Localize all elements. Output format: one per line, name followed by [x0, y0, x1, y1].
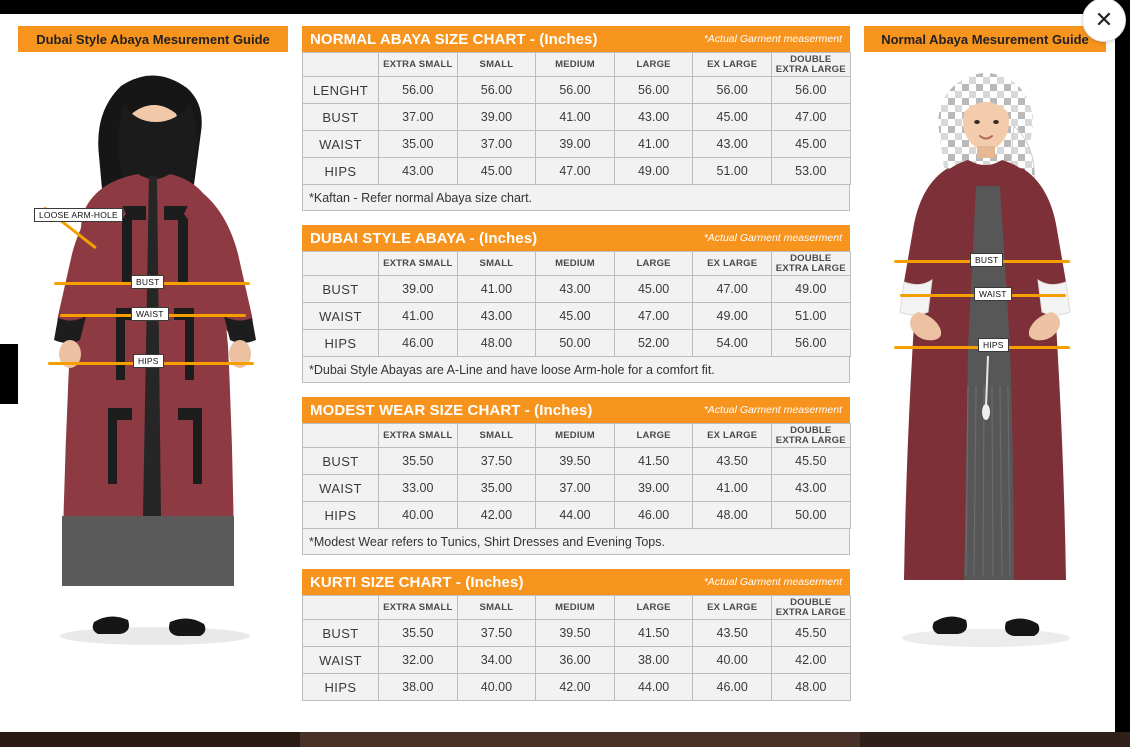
col-double-line2: EXTRA LARGE: [775, 434, 846, 446]
bottom-strip-segment-right: [860, 732, 1130, 747]
table-row: [303, 620, 851, 647]
size-charts-column: [302, 26, 850, 701]
cell: 35.00: [379, 131, 458, 158]
fig-label-bust: BUST: [131, 275, 164, 289]
right-guide-heading: [864, 26, 1106, 52]
col-ex-large: EX LARGE: [693, 424, 772, 448]
col-blank: [303, 252, 379, 276]
cell: 37.00: [536, 475, 615, 502]
cell: 35.50: [379, 448, 458, 475]
bottom-strip: [0, 732, 1130, 747]
cell: 42.00: [771, 647, 850, 674]
col-medium: MEDIUM: [536, 252, 615, 276]
col-double-extra-large: [771, 424, 850, 448]
row-label: BUST: [303, 276, 379, 303]
chart-note: *Actual Garment measerment: [703, 404, 842, 416]
cell: 56.00: [457, 77, 536, 104]
cell: 41.50: [614, 620, 693, 647]
normal-abaya-figure: [864, 56, 1106, 656]
cell: 39.50: [536, 620, 615, 647]
cell: 40.00: [693, 647, 772, 674]
row-label: HIPS: [303, 158, 379, 185]
bottom-strip-segment-center: [300, 732, 860, 747]
cell: 46.00: [379, 330, 458, 357]
cell: 56.00: [693, 77, 772, 104]
cell: 45.00: [457, 158, 536, 185]
col-small: SMALL: [457, 53, 536, 77]
cell: 37.50: [457, 448, 536, 475]
cell: 39.50: [536, 448, 615, 475]
cell: 49.00: [771, 276, 850, 303]
close-icon[interactable]: ✕: [1082, 0, 1126, 42]
chart-title: NORMAL ABAYA SIZE CHART - (Inches): [310, 30, 598, 48]
col-large: LARGE: [614, 424, 693, 448]
row-label: BUST: [303, 620, 379, 647]
left-edge-shade: [0, 344, 18, 404]
col-medium: MEDIUM: [536, 424, 615, 448]
col-small: SMALL: [457, 252, 536, 276]
cell: 40.00: [379, 502, 458, 529]
cell: 45.50: [771, 620, 850, 647]
cell: 49.00: [614, 158, 693, 185]
col-extra-small: EXTRA SMALL: [379, 596, 458, 620]
cell: 46.00: [614, 502, 693, 529]
col-large: LARGE: [614, 53, 693, 77]
cell: 51.00: [693, 158, 772, 185]
cell: 47.00: [693, 276, 772, 303]
cell: 48.00: [693, 502, 772, 529]
cell: 41.00: [614, 131, 693, 158]
cell: 56.00: [379, 77, 458, 104]
col-ex-large: EX LARGE: [693, 596, 772, 620]
cell: 40.00: [457, 674, 536, 701]
row-label: HIPS: [303, 502, 379, 529]
col-small: SMALL: [457, 424, 536, 448]
fig-label-bust: BUST: [970, 253, 1003, 267]
col-medium: MEDIUM: [536, 53, 615, 77]
chart-header-dubai-style: [302, 225, 850, 251]
col-blank: [303, 53, 379, 77]
chart-note: *Actual Garment measerment: [703, 232, 842, 244]
cell: 42.00: [457, 502, 536, 529]
chart-note: *Actual Garment measerment: [703, 576, 842, 588]
col-extra-small: EXTRA SMALL: [379, 53, 458, 77]
table-row: [303, 303, 851, 330]
cell: 41.00: [379, 303, 458, 330]
cell: 56.00: [771, 330, 850, 357]
cell: 43.00: [771, 475, 850, 502]
row-label: BUST: [303, 104, 379, 131]
footnote-modest-wear: *Modest Wear refers to Tunics, Shirt Dresses and Evening Tops.: [302, 529, 850, 555]
col-blank: [303, 424, 379, 448]
cell: 56.00: [771, 77, 850, 104]
col-double-extra-large: [771, 53, 850, 77]
cell: 52.00: [614, 330, 693, 357]
cell: 43.00: [536, 276, 615, 303]
cell: 46.00: [693, 674, 772, 701]
table-row: [303, 104, 851, 131]
row-label: WAIST: [303, 647, 379, 674]
cell: 48.00: [771, 674, 850, 701]
col-double-line2: EXTRA LARGE: [775, 262, 846, 274]
col-double-extra-large: [771, 252, 850, 276]
col-ex-large: EX LARGE: [693, 252, 772, 276]
col-medium: MEDIUM: [536, 596, 615, 620]
chart-header-modest-wear: [302, 397, 850, 423]
table-modest-wear: [302, 423, 851, 529]
cell: 45.00: [693, 104, 772, 131]
right-guide-title: Normal Abaya Mesurement Guide: [881, 31, 1089, 47]
cell: 35.00: [457, 475, 536, 502]
row-label: BUST: [303, 448, 379, 475]
cell: 49.00: [693, 303, 772, 330]
cell: 37.00: [379, 104, 458, 131]
cell: 34.00: [457, 647, 536, 674]
dubai-style-abaya-figure: [18, 56, 288, 656]
table-header-row: [303, 424, 851, 448]
cell: 44.00: [536, 502, 615, 529]
cell: 50.00: [771, 502, 850, 529]
table-dubai-style-abaya: [302, 251, 851, 357]
col-double-line1: DOUBLE: [790, 596, 832, 608]
cell: 39.00: [379, 276, 458, 303]
cell: 41.00: [693, 475, 772, 502]
fig-label-waist: WAIST: [974, 287, 1012, 301]
cell: 43.00: [379, 158, 458, 185]
cell: 39.00: [457, 104, 536, 131]
cell: 56.00: [536, 77, 615, 104]
table-row: [303, 448, 851, 475]
cell: 38.00: [379, 674, 458, 701]
table-row: [303, 276, 851, 303]
table-row: [303, 674, 851, 701]
cell: 32.00: [379, 647, 458, 674]
table-row: [303, 131, 851, 158]
cell: 54.00: [693, 330, 772, 357]
table-normal-abaya: [302, 52, 851, 185]
cell: 47.00: [536, 158, 615, 185]
cell: 50.00: [536, 330, 615, 357]
fig-label-hips: HIPS: [978, 338, 1009, 352]
row-label: LENGHT: [303, 77, 379, 104]
table-row: [303, 77, 851, 104]
row-label: HIPS: [303, 330, 379, 357]
cell: 45.00: [771, 131, 850, 158]
cell: 51.00: [771, 303, 850, 330]
col-double-line2: EXTRA LARGE: [775, 63, 846, 75]
table-row: [303, 475, 851, 502]
col-double-extra-large: [771, 596, 850, 620]
col-extra-small: EXTRA SMALL: [379, 424, 458, 448]
col-small: SMALL: [457, 596, 536, 620]
table-header-row: [303, 53, 851, 77]
col-double-line2: EXTRA LARGE: [775, 606, 846, 618]
cell: 36.00: [536, 647, 615, 674]
footnote-dubai-style: *Dubai Style Abayas are A-Line and have loose Arm-hole for a comfort fit.: [302, 357, 850, 383]
chart-title: MODEST WEAR SIZE CHART - (Inches): [310, 401, 593, 419]
col-double-line1: DOUBLE: [790, 53, 832, 65]
col-double-line1: DOUBLE: [790, 424, 832, 436]
row-label: WAIST: [303, 475, 379, 502]
cell: 41.00: [536, 104, 615, 131]
cell: 41.50: [614, 448, 693, 475]
cell: 42.00: [536, 674, 615, 701]
chart-title: KURTI SIZE CHART - (Inches): [310, 573, 524, 591]
left-guide-panel: [18, 26, 288, 656]
cell: 33.00: [379, 475, 458, 502]
cell: 45.00: [614, 276, 693, 303]
row-label: WAIST: [303, 303, 379, 330]
chart-header-normal-abaya: [302, 26, 850, 52]
col-extra-small: EXTRA SMALL: [379, 252, 458, 276]
normal-abaya-illustration: [864, 56, 1106, 656]
cell: 43.50: [693, 448, 772, 475]
cell: 35.50: [379, 620, 458, 647]
fig-label-waist: WAIST: [131, 307, 169, 321]
chart-header-kurti: [302, 569, 850, 595]
table-row: [303, 158, 851, 185]
cell: 43.00: [457, 303, 536, 330]
table-header-row: [303, 596, 851, 620]
chart-note: *Actual Garment measerment: [703, 33, 842, 45]
table-kurti: [302, 595, 851, 701]
cell: 48.00: [457, 330, 536, 357]
cell: 37.00: [457, 131, 536, 158]
row-label: HIPS: [303, 674, 379, 701]
left-guide-title: Dubai Style Abaya Mesurement Guide: [36, 31, 270, 47]
cell: 38.00: [614, 647, 693, 674]
cell: 44.00: [614, 674, 693, 701]
col-large: LARGE: [614, 596, 693, 620]
row-label: WAIST: [303, 131, 379, 158]
cell: 53.00: [771, 158, 850, 185]
table-row: [303, 502, 851, 529]
fig-label-loose-arm-hole: LOOSE ARM-HOLE: [34, 208, 123, 222]
cell: 39.00: [536, 131, 615, 158]
col-double-line1: DOUBLE: [790, 252, 832, 264]
table-row: [303, 330, 851, 357]
cell: 43.50: [693, 620, 772, 647]
fig-label-hips: HIPS: [133, 354, 164, 368]
col-blank: [303, 596, 379, 620]
table-header-row: [303, 252, 851, 276]
cell: 39.00: [614, 475, 693, 502]
cell: 41.00: [457, 276, 536, 303]
footnote-normal-abaya: *Kaftan - Refer normal Abaya size chart.: [302, 185, 850, 211]
cell: 45.50: [771, 448, 850, 475]
bottom-strip-segment-left: [0, 732, 300, 747]
cell: 43.00: [614, 104, 693, 131]
size-chart-sheet: [0, 14, 1115, 732]
cell: 37.50: [457, 620, 536, 647]
chart-title: DUBAI STYLE ABAYA - (Inches): [310, 229, 538, 247]
cell: 56.00: [614, 77, 693, 104]
cell: 43.00: [693, 131, 772, 158]
cell: 47.00: [614, 303, 693, 330]
table-row: [303, 647, 851, 674]
cell: 45.00: [536, 303, 615, 330]
right-guide-panel: [864, 26, 1106, 656]
col-large: LARGE: [614, 252, 693, 276]
cell: 47.00: [771, 104, 850, 131]
col-ex-large: EX LARGE: [693, 53, 772, 77]
left-guide-heading: [18, 26, 288, 52]
